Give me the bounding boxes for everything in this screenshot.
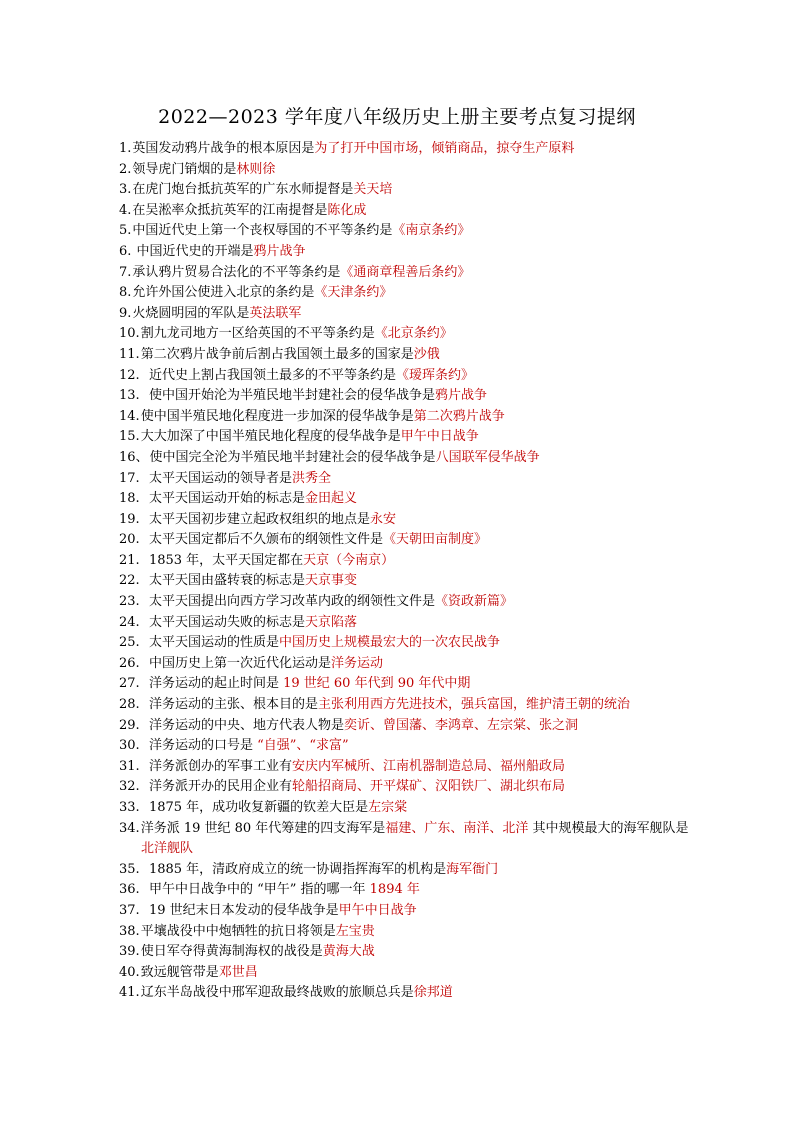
item-number: 41. xyxy=(119,985,140,1001)
item-question: 致远舰管带是 xyxy=(140,964,219,980)
item-answer: 主张利用西方先进技术，强兵富国，维护清王朝的统治 xyxy=(317,697,630,713)
item-answer: 为了打开中国市场，倾销商品，掠夺生产原料 xyxy=(314,141,575,156)
outline-item xyxy=(119,139,689,160)
outline-item xyxy=(119,633,689,654)
outline-item xyxy=(119,469,689,490)
item-question: 近代史上割占我国领土最多的不平等条约是 xyxy=(140,367,396,383)
item-number: 29. xyxy=(119,717,140,733)
outline-item xyxy=(119,489,689,510)
outline-item xyxy=(119,757,689,778)
item-question: 允许外国公使进入北京的条约是 xyxy=(132,285,315,301)
item-number: 22. xyxy=(119,573,140,589)
item-answer: 林则徐 xyxy=(236,161,276,177)
item-answer: 福建、广东、南洋、北洋 xyxy=(385,820,529,836)
item-answer: 甲午中日战争 xyxy=(400,429,479,445)
item-question: 辽东半岛战役中邢军迎敌最终战败的旅顺总兵是 xyxy=(140,985,414,1001)
item-question: 在吴淞率众抵抗英军的江南提督是 xyxy=(132,202,328,218)
item-question: 中国历史上第一次近代化运动是 xyxy=(140,655,331,671)
item-number: 39. xyxy=(119,944,140,960)
item-number: 35. xyxy=(119,861,140,877)
item-answer: 黄海大战 xyxy=(322,944,375,960)
item-question: 洋务派开办的民用企业有 xyxy=(140,779,292,795)
outline-item xyxy=(119,922,689,943)
outline-item xyxy=(119,448,689,469)
item-answer: 左宝贵 xyxy=(335,923,375,939)
outline-item xyxy=(119,716,689,737)
item-number: 20. xyxy=(119,532,140,548)
outline-item xyxy=(119,530,689,551)
item-question: 洋务派 19 世纪 80 年代筹建的四支海军是 xyxy=(140,820,386,836)
item-answer: 奕䜣、曾国藩、李鸿章、左宗棠、张之洞 xyxy=(343,717,578,733)
item-question: 使日军夺得黄海制海权的战役是 xyxy=(140,944,323,960)
outline-item xyxy=(119,901,689,922)
item-number: 28. xyxy=(119,697,140,713)
item-question: 太平天国运动的性质是 xyxy=(140,635,279,651)
item-number: 33. xyxy=(119,800,140,815)
item-number: 21. xyxy=(119,552,140,568)
outline-item xyxy=(119,510,689,531)
outline-item xyxy=(119,386,689,407)
outline-item xyxy=(119,324,689,345)
item-answer: 英法联军 xyxy=(249,305,302,321)
item-answer: 甲午中日战争 xyxy=(338,902,417,918)
item-number: 18. xyxy=(119,491,140,507)
item-number: 6. xyxy=(119,243,132,259)
item-number: 3. xyxy=(119,182,132,198)
item-question: 第二次鸦片战争前后割占我国领土最多的国家是 xyxy=(140,346,414,362)
outline-item xyxy=(119,819,689,860)
item-answer: 《南京条约》 xyxy=(392,223,471,239)
item-answer: 天京陷落 xyxy=(304,614,357,630)
item-number: 34. xyxy=(119,820,140,836)
item-answer: 海军衙门 xyxy=(446,861,499,877)
item-number: 25. xyxy=(119,635,140,651)
outline-item xyxy=(119,221,689,242)
item-answer: “自强”、“求富” xyxy=(257,738,349,754)
item-number: 14. xyxy=(119,408,140,424)
item-question: 领导虎门销烟的是 xyxy=(132,161,237,177)
item-number: 24. xyxy=(119,614,140,630)
outline-item xyxy=(119,407,689,428)
item-question: 使中国半殖民地化程度进一步加深的侵华战争是 xyxy=(140,408,414,424)
item-question: 洋务派创办的军事工业有 xyxy=(140,758,292,774)
outline-item xyxy=(119,695,689,716)
item-number: 27. xyxy=(119,676,140,692)
item-answer: 永安 xyxy=(369,511,396,527)
item-answer: 鸦片战争 xyxy=(253,243,306,259)
item-question: 使中国开始沦为半殖民地半封建社会的侵华战争是 xyxy=(140,388,435,404)
item-question: 使中国完全沦为半殖民地半封建社会的侵华战争是 xyxy=(149,449,436,465)
item-question: 太平天国定都后不久颁布的纲领性文件是 xyxy=(140,532,383,548)
item-number: 9. xyxy=(119,305,132,321)
outline-item xyxy=(119,942,689,963)
item-question: 洋务运动的主张、根本目的是 xyxy=(140,697,318,713)
outline-list xyxy=(119,139,689,1004)
outline-item xyxy=(119,963,689,984)
item-answer: 1894 年 xyxy=(369,882,420,898)
outline-item xyxy=(119,592,689,613)
item-number: 36. xyxy=(119,882,140,898)
item-number: 1. xyxy=(119,141,132,156)
outline-item xyxy=(119,427,689,448)
item-answer: 沙俄 xyxy=(413,346,440,362)
item-answer: 《天津条约》 xyxy=(314,285,393,301)
item-number: 10. xyxy=(119,326,140,342)
outline-item xyxy=(119,674,689,695)
outline-item xyxy=(119,551,689,572)
outline-item xyxy=(119,860,689,881)
item-number: 30. xyxy=(119,738,140,754)
item-answer: 金田起义 xyxy=(304,491,357,507)
item-number: 37. xyxy=(119,902,140,918)
item-answer: 19 世纪 60 年代到 90 年代中期 xyxy=(283,676,471,692)
outline-item xyxy=(119,654,689,675)
outline-item xyxy=(119,201,689,222)
item-number: 26. xyxy=(119,655,140,671)
document-title: 2022—2023 学年度八年级历史上册主要考点复习提纲 xyxy=(158,106,636,128)
outline-item xyxy=(119,366,689,387)
item-answer: 天京事变 xyxy=(304,573,357,589)
item-answer: 《瑷珲条约》 xyxy=(395,367,474,383)
item-question: 中国近代史的开端是 xyxy=(132,243,254,259)
item-question: 在虎门炮台抵抗英军的广东水师提督是 xyxy=(132,182,354,198)
item-number: 5. xyxy=(119,223,132,239)
item-question: 太平天国运动失败的标志是 xyxy=(140,614,305,630)
item-number: 2. xyxy=(119,161,132,177)
outline-item xyxy=(119,345,689,366)
item-number: 40. xyxy=(119,964,140,980)
item-answer: 邓世昌 xyxy=(218,964,258,980)
item-answer: 轮船招商局、开平煤矿、汉阳铁厂、湖北织布局 xyxy=(291,779,565,795)
item-number: 8. xyxy=(119,285,132,301)
item-question: 承认鸦片贸易合法化的不平等条约是 xyxy=(132,264,341,280)
item-answer: 《通商章程善后条约》 xyxy=(340,264,471,280)
item-question: 洋务运动的中央、地方代表人物是 xyxy=(140,717,344,733)
outline-item xyxy=(119,571,689,592)
outline-item xyxy=(119,983,689,1004)
item-answer: 中国历史上规模最宏大的一次农民战争 xyxy=(278,635,500,651)
item-answer: 徐邦道 xyxy=(413,985,453,1001)
item-question: 中国近代史上第一个丧权辱国的不平等条约是 xyxy=(132,223,393,239)
item-answer-second: 北洋舰队 xyxy=(141,841,194,857)
item-answer: 关天培 xyxy=(353,182,393,198)
item-answer: 鸦片战争 xyxy=(434,388,487,404)
outline-item xyxy=(119,798,689,819)
item-question: 洋务运动的起止时间是 xyxy=(140,676,284,692)
item-number: 11. xyxy=(119,346,140,362)
item-number: 15. xyxy=(119,429,140,445)
item-answer: 《天朝田亩制度》 xyxy=(382,532,487,548)
item-answer: 《资政新篇》 xyxy=(434,594,513,610)
item-question: 英国发动鸦片战争的根本原因是 xyxy=(132,141,315,156)
item-question: 太平天国初步建立起政权组织的地点是 xyxy=(140,511,370,527)
outline-item xyxy=(119,160,689,181)
item-question: 割九龙司地方一区给英国的不平等条约是 xyxy=(140,326,375,342)
item-number: 16、 xyxy=(119,449,149,465)
outline-item xyxy=(119,304,689,325)
item-number: 31. xyxy=(119,758,140,774)
item-number: 7. xyxy=(119,264,132,280)
item-number: 13. xyxy=(119,388,140,404)
item-question: 火烧圆明园的军队是 xyxy=(132,305,250,321)
outline-item xyxy=(119,880,689,901)
outline-item xyxy=(119,777,689,798)
item-answer: 八国联军侵华战争 xyxy=(435,449,540,465)
outline-item xyxy=(119,180,689,201)
item-answer: 左宗棠 xyxy=(368,800,408,815)
item-question: 洋务运动的口号是 xyxy=(140,738,258,754)
item-number: 19. xyxy=(119,511,140,527)
outline-item xyxy=(119,283,689,304)
item-question: 太平天国提出向西方学习改革内政的纲领性文件是 xyxy=(140,594,435,610)
item-number: 23. xyxy=(119,594,140,610)
item-question: 太平天国由盛转衰的标志是 xyxy=(140,573,305,589)
item-question: 大大加深了中国半殖民地化程度的侵华战争是 xyxy=(140,429,401,445)
item-question-continued: 其中规模最大的海军舰队是 xyxy=(528,820,689,836)
item-question: 1885 年，清政府成立的统一协调指挥海军的机构是 xyxy=(140,861,447,877)
item-number: 32. xyxy=(119,779,140,795)
item-question: 平壤战役中中炮牺牲的抗日将领是 xyxy=(140,923,336,939)
outline-item xyxy=(119,242,689,263)
item-question: 太平天国运动的领导者是 xyxy=(140,470,292,486)
item-question: 19 世纪末日本发动的侵华战争是 xyxy=(140,902,339,918)
item-number: 12. xyxy=(119,367,140,383)
item-number: 17. xyxy=(119,470,140,486)
item-question: 甲午中日战争中的 “甲午” 指的哪一年 xyxy=(140,882,370,898)
item-question: 1853 年，太平天国定都在 xyxy=(140,552,304,568)
item-answer: 陈化成 xyxy=(327,202,367,218)
item-answer: 《北京条约》 xyxy=(374,326,453,342)
outline-item xyxy=(119,736,689,757)
item-answer: 安庆内军械所、江南机器制造总局、福州船政局 xyxy=(291,758,565,774)
item-answer: 天京（今南京） xyxy=(303,552,395,568)
item-question: 1875 年，成功收复新疆的钦差大臣是 xyxy=(140,800,369,815)
item-number: 4. xyxy=(119,202,132,218)
item-answer: 洋务运动 xyxy=(330,655,383,671)
outline-item xyxy=(119,613,689,634)
item-number: 38. xyxy=(119,923,140,939)
item-question: 太平天国运动开始的标志是 xyxy=(140,491,305,507)
item-answer: 洪秀全 xyxy=(291,470,331,486)
outline-item xyxy=(119,263,689,284)
item-answer: 第二次鸦片战争 xyxy=(413,408,505,424)
